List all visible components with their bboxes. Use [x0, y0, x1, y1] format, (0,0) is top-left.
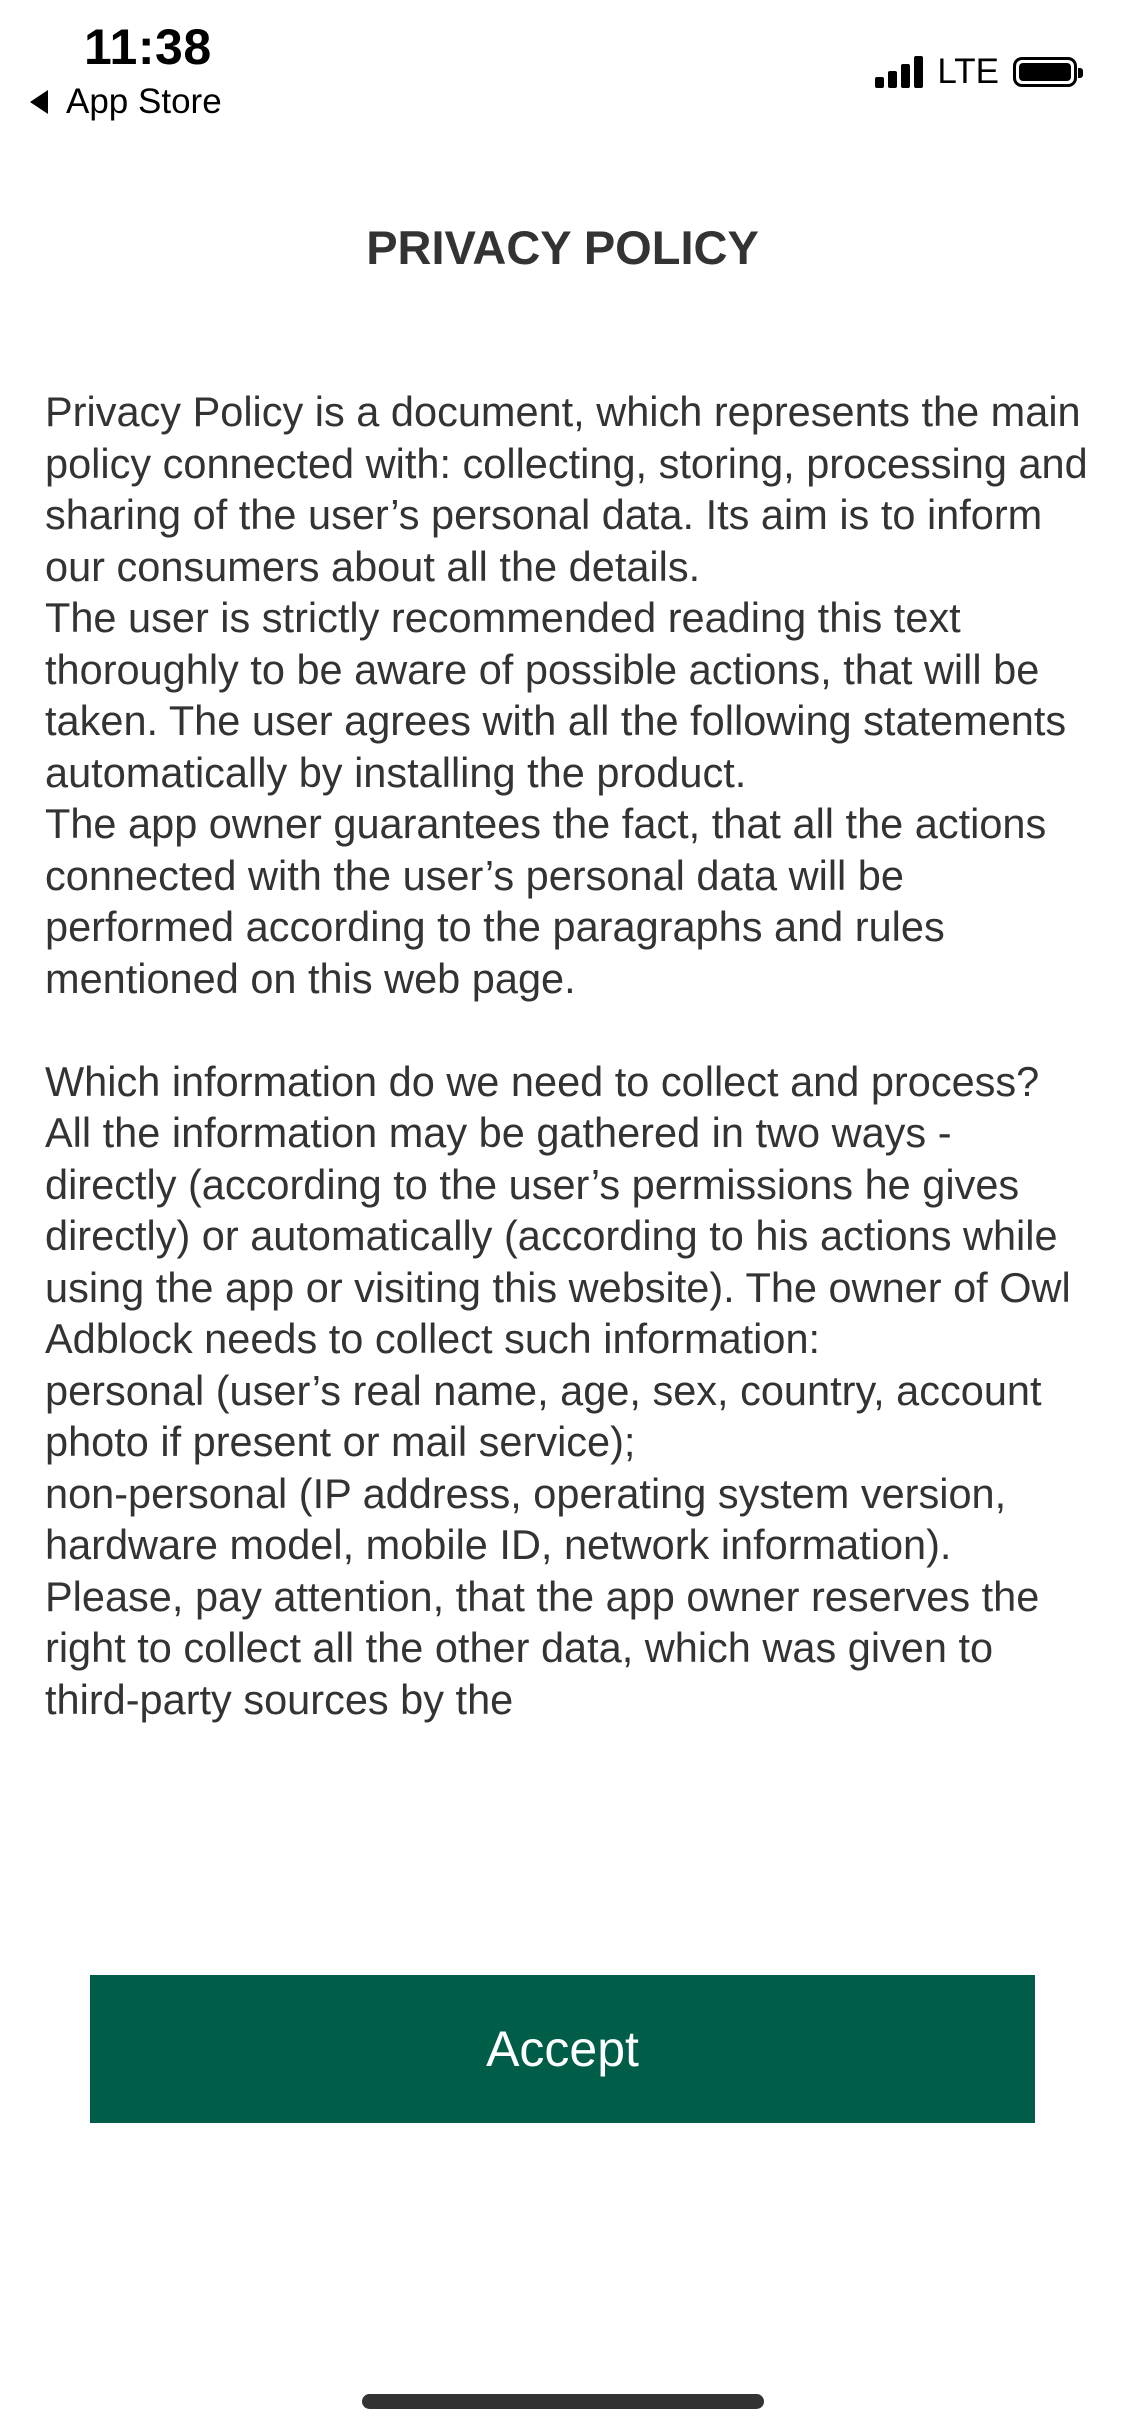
status-indicators: [875, 52, 1077, 92]
policy-section-heading: Which information do we need to collect and process?: [45, 1057, 1040, 1105]
policy-text-scroll[interactable]: [45, 386, 1100, 1948]
policy-paragraph: All the information may be gathered in two ways - directly (according to the user’s permissions he gives directly) or automatically (according to his actions while using the app or visiting this website). The owner of Owl Adblock needs to collect such information:: [45, 1109, 1080, 1362]
network-type-label: LTE: [937, 52, 999, 91]
policy-list-item: personal (user’s real name, age, sex, country, account photo if present or mail service);: [45, 1366, 1054, 1465]
status-time: 11:38: [84, 19, 212, 75]
paragraph-spacer: [45, 1004, 1090, 1056]
policy-paragraph: Privacy Policy is a document, which represents the main policy connected with: collecting, storing, processing and sharing of the user’s personal data. Its aim is to inform our consumers about all the details.: [45, 388, 1100, 590]
signal-bars-icon: [875, 56, 927, 88]
policy-paragraph: The user is strictly recommended reading this text thoroughly to be aware of possible actions, that will be taken. The user agrees with all the following statements automatically by installing the product.: [45, 594, 1078, 796]
battery-full-icon: [1013, 57, 1077, 87]
back-to-app-store[interactable]: [30, 82, 222, 122]
back-arrow-icon: [30, 90, 48, 114]
back-to-app-store-label: App Store: [66, 82, 222, 121]
policy-list-item: non-personal (IP address, operating system version, hardware model, mobile ID, network information).: [45, 1469, 1018, 1568]
page-title: PRIVACY POLICY: [366, 221, 759, 274]
policy-paragraph: The app owner guarantees the fact, that all the actions connected with the user’s personal data will be performed according to the paragraphs and rules mentioned on this web page.: [45, 800, 1058, 1002]
policy-paragraph: Please, pay attention, that the app owner reserves the right to collect all the other data, which was given to third-party sources by the: [45, 1572, 1051, 1723]
status-bar: [0, 0, 1125, 130]
home-indicator[interactable]: [362, 2394, 764, 2409]
accept-button[interactable]: Accept: [90, 1975, 1035, 2123]
